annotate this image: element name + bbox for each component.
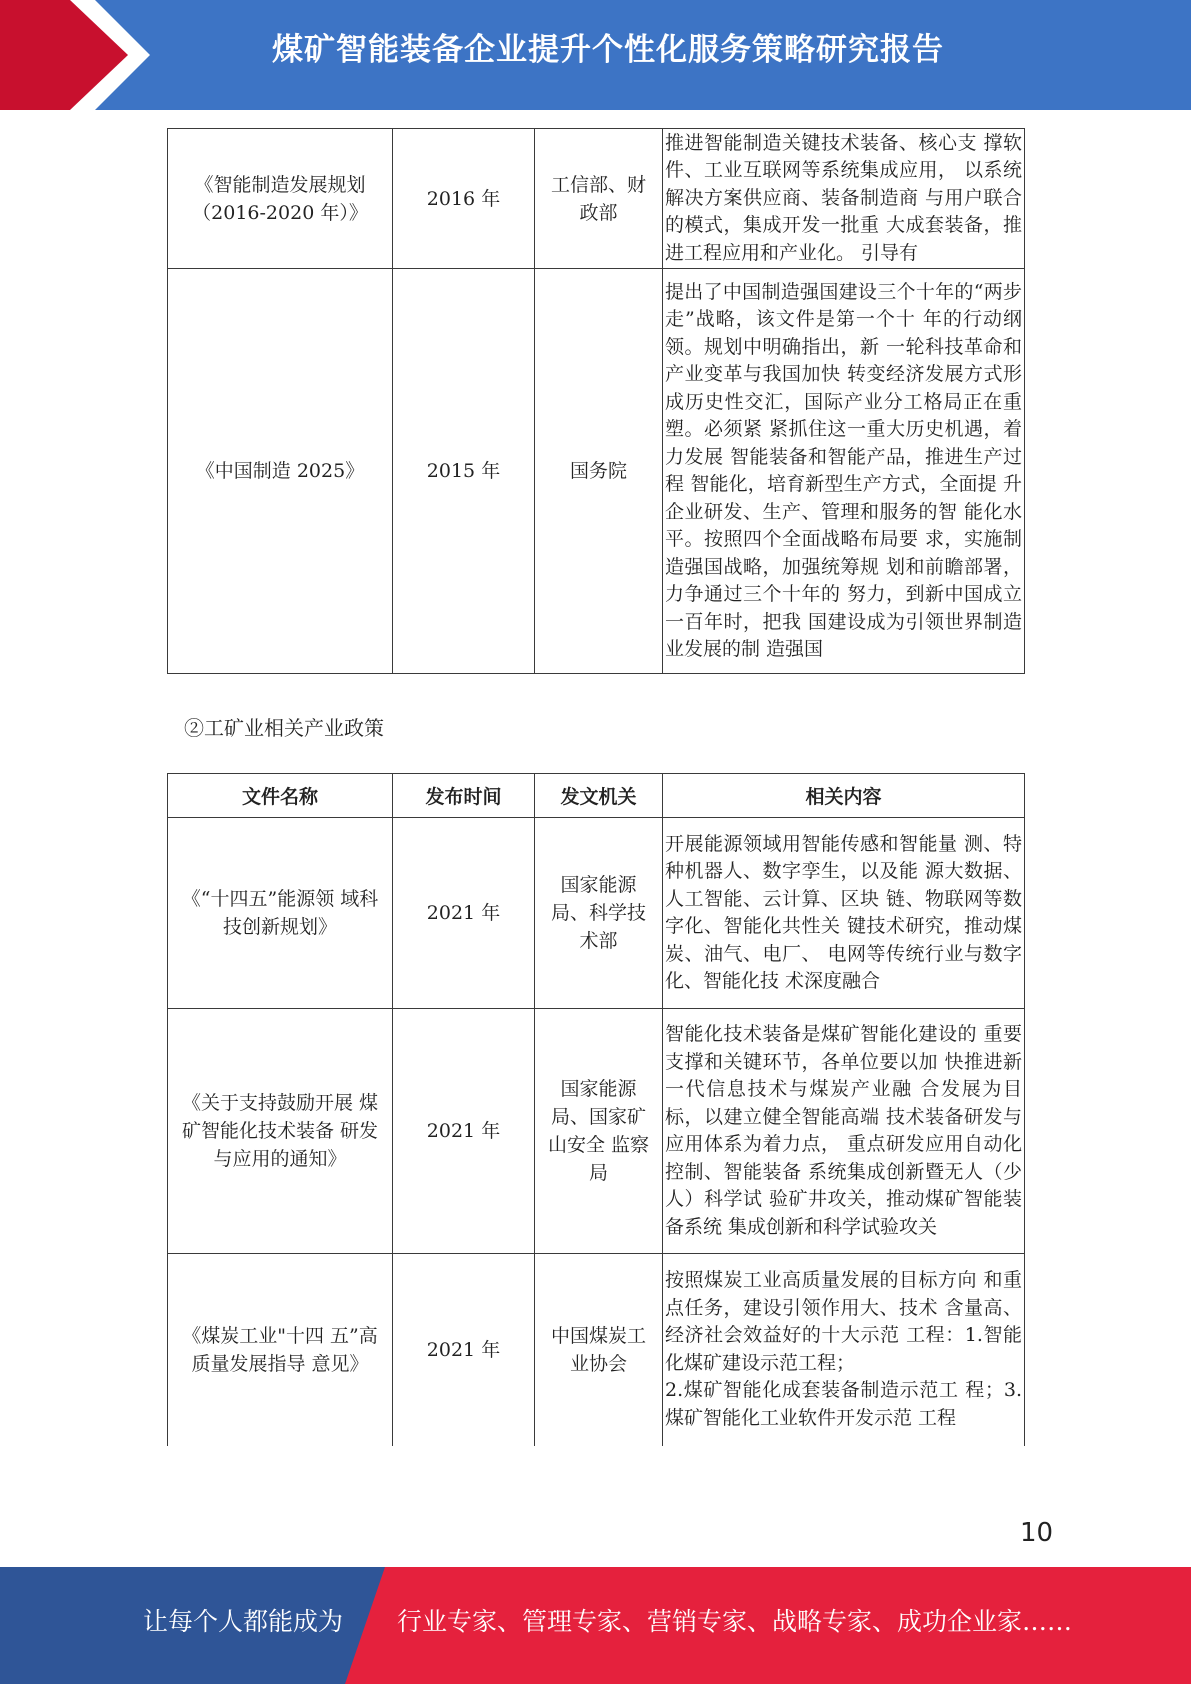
report-title: 煤矿智能装备企业提升个性化服务策略研究报告 — [272, 32, 944, 68]
page-header — [0, 0, 1191, 110]
document-name-cell: 《“十四五”能源领 域科技创新规划》 — [168, 818, 393, 1009]
header-chevron-graphic — [0, 0, 160, 110]
issuing-agency-cell: 国务院 — [535, 269, 663, 674]
content-cell: 提出了中国制造强国建设三个十年的“两步走”战略，该文件是第一个十 年的行动纲领。规划中明确指出，新 一轮科技革命和产业变革与我国加快 转变经济发展方式形成历史性交汇，国际产业分工格局正在重塑。必须紧 紧抓住这一重大历史机遇，着力发展 智能装备和智能产品，推进生产过程 智能化，培育新型生产方式，全面提 升企业研发、生产、管理和服务的智 能化水平。按照四个全面战略布局要 求，实施制造强国战略，加强统筹规 划和前瞻部署，力争通过三个十年的 努力，到新中国成立一百年时，把我 国建设成为引领世界制造业发展的制 造强国 — [663, 269, 1025, 674]
footer-slogan-right: 行业专家、管理专家、营销专家、战略专家、成功企业家…… — [397, 1607, 1073, 1636]
release-year-cell: 2021 年 — [393, 1254, 535, 1446]
footer-slogan-left: 让每个人都能成为 — [143, 1607, 344, 1636]
section-title: ②工矿业相关产业政策 — [184, 716, 384, 740]
release-year-cell: 2015 年 — [393, 269, 535, 674]
issuing-agency-cell: 工信部、财政部 — [535, 129, 663, 269]
content-paragraph: 按照煤炭工业高质量发展的目标方向 和重点任务，建设引领作用大、技术 含量高、经济社会效益好的十大示范 工程：1.智能化煤矿建设示范工程； — [665, 1269, 1022, 1374]
release-year-cell: 2016 年 — [393, 129, 535, 269]
release-year-cell: 2021 年 — [393, 1009, 535, 1254]
document-name-cell: 《煤炭工业"十四 五”高质量发展指导 意见》 — [168, 1254, 393, 1446]
content-paragraph: 2.煤矿智能化成套装备制造示范工 程；3.煤矿智能化工业软件开发示范 工程 — [665, 1379, 1022, 1429]
table-row — [168, 269, 1025, 674]
content-cell: 智能化技术装备是煤矿智能化建设的 重要支撑和关键环节，各单位要以加 快推进新一代信息技术与煤炭产业融 合发展为目标，以建立健全智能高端 技术装备研发与应用体系为着力点， 重点研发应用自动化控制、智能装备 系统集成创新暨无人（少人）科学试 验矿井攻关，推动煤矿智能装备系统 集成创新和科学试验攻关 — [663, 1009, 1025, 1254]
policy-table-continued — [167, 128, 1025, 674]
table-row — [168, 1009, 1025, 1254]
table-row — [168, 129, 1025, 269]
page-number: 10 — [1020, 1518, 1054, 1548]
column-header-related-content: 相关内容 — [663, 774, 1025, 818]
column-header-issuing-agency: 发文机关 — [535, 774, 663, 818]
column-header-document-name: 文件名称 — [168, 774, 393, 818]
table-header-row — [168, 774, 1025, 818]
document-name-cell: 《智能制造发展规划（2016-2020 年）》 — [168, 129, 393, 269]
document-name-cell: 《中国制造 2025》 — [168, 269, 393, 674]
release-year-cell: 2021 年 — [393, 818, 535, 1009]
issuing-agency-cell: 中国煤炭工业协会 — [535, 1254, 663, 1446]
issuing-agency-cell: 国家能源局、国家矿山安全 监察局 — [535, 1009, 663, 1254]
industry-policy-table — [167, 773, 1025, 1446]
page-footer — [0, 1567, 1191, 1684]
column-header-release-time: 发布时间 — [393, 774, 535, 818]
content-cell: 推进智能制造关键技术装备、核心支 撑软件、工业互联网等系统集成应用， 以系统解决方案供应商、装备制造商 与用户联合的模式，集成开发一批重 大成套装备，推进工程应用和产业化。 引导有 — [663, 129, 1025, 269]
table-row — [168, 818, 1025, 1009]
issuing-agency-cell: 国家能源局、科学技术部 — [535, 818, 663, 1009]
content-cell: 开展能源领域用智能传感和智能量 测、特种机器人、数字孪生，以及能 源大数据、人工智能、云计算、区块 链、物联网等数字化、智能化共性关 键技术研究，推动煤炭、油气、电厂、 电网等传统行业与数字化、智能化技 术深度融合 — [663, 818, 1025, 1009]
table-row — [168, 1254, 1025, 1446]
document-name-cell: 《关于支持鼓励开展 煤矿智能化技术装备 研发与应用的通知》 — [168, 1009, 393, 1254]
content-cell — [663, 1254, 1025, 1446]
